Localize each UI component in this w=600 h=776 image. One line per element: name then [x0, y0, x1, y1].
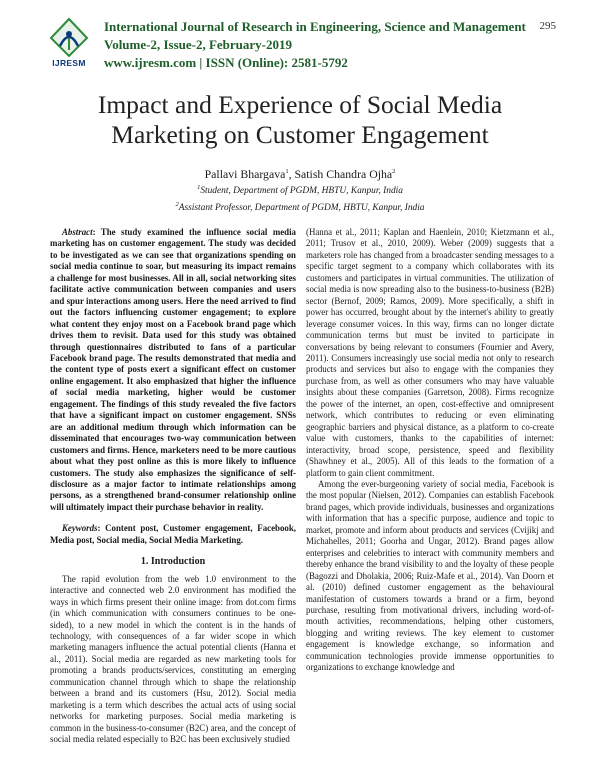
author-1-sup: 1 — [285, 168, 289, 175]
right-column — [306, 227, 554, 674]
paper-title — [0, 90, 600, 150]
affiliation-1 — [0, 181, 600, 198]
title-line-2: Marketing on Customer Engagement — [111, 120, 489, 149]
section-heading-introduction: 1. Introduction — [140, 556, 206, 568]
keywords — [50, 523, 296, 546]
author-names — [0, 165, 600, 181]
author-2: Satish Chandra Ojha — [294, 166, 393, 181]
author-1: Pallavi Bhargava — [204, 166, 286, 181]
left-column — [50, 227, 296, 745]
page-number: 295 — [539, 20, 556, 32]
abstract — [50, 227, 296, 513]
volume-issue: Volume-2, Issue-2, February-2019 — [104, 37, 293, 52]
right-paragraph-1: (Hanna et al., 2011; Kaplan and Haenlein, 2010; Kietzmann et al., 2011; Trusov et al., 2010, 2009). Weber (2009) suggests that a marketers role has changed from a broadcaster sending messages to a specific target segment to a company which collaborates with its customers and participates in virtual communities. The utilization of social media is now spreading also to the business-to-business (B2B) sector (Bernof, 2009; Ramos, 2009). More specifically, a shift in power has occurred, brought about by the internet's ability to greatly leverage consumer voices. In this way, firms can no longer dictate communication terms but must be invited to participate in conversations by being relevant to consumers (Fournier and Avery, 2011). Consumers increasingly use social media not only to research products and services but also to engage with the companies they purchase from, as well as other consumers who may have valuable insights about these companies (Garretson, 2008). Firms recognize the power of the internet, an open, cost-effective and omnipresent network, which contributes to reducing or even eliminating geographic barriers and physical distance, as a platform to co-create value with customers, thanks to the capabilities of internet: interactivity, broad scope, persistence, speed and flexibility (Shawhney et al., 2005). All of this leads to the formation of a platform to gain client commitment. — [306, 227, 554, 478]
intro-paragraph: The rapid evolution from the web 1.0 environment to the interactive and connected web 2.0 environment has modified the ways in which firms present their online image: from dot.com firms (in which communication with consumers continues to be one-sided), to a new model in which the content is in the hands of technology, with consequences of a far wider scope in which marketing managers influence the actual potential clients (Hanna et al., 2011). Social media are regarded as new marketing tools for promoting a brands products/services, constituting an emerging communication channel through which to shape the relationship between a brand and its customers (Hsu, 2012). Social media marketing is a term which describes the actual acts of using social networks for marketing purposes. Social media marketing is common in the business-to-consumer (B2C) area, and the concept of social media related especially to B2C has been exclusively studied — [50, 573, 296, 745]
website-issn: www.ijresm.com | ISSN (Online): 2581-5792 — [104, 55, 348, 70]
aff-1-text: Student, Department of PGDM, HBTU, Kanpur, India — [200, 186, 403, 197]
logo-text: IJRESM — [52, 58, 86, 68]
abstract-label: Abstract — [62, 227, 93, 237]
journal-logo — [40, 16, 98, 70]
journal-header — [40, 14, 570, 72]
title-line-1: Impact and Experience of Social Media — [97, 90, 503, 119]
aff-2-text: Assistant Professor, Department of PGDM, HBTU, Kanpur, India — [178, 203, 425, 214]
aff-2-sup: 2 — [175, 201, 179, 209]
keywords-label: Keywords — [62, 523, 98, 534]
affiliation-2 — [0, 198, 600, 215]
journal-name: International Journal of Research in Engineering, Science and Management — [104, 19, 526, 34]
ijresm-emblem-icon — [40, 16, 98, 60]
keywords-text: : Content post, Customer engagement, Facebook, Media post, Social media, Social Media Marketing. — [50, 523, 296, 545]
right-paragraph-2: Among the ever-burgeoning variety of social media, Facebook is the most popular (Nielsen, 2012). Companies can establish Facebook brand pages, which provide individuals, businesses and organizations with information that has a specific purpose, audience and topic to market, promote and inform about products and services (Cvijikj and Michahelles, 2011; Goorha and Ungar, 2012). Brand pages allow enterprises and celebrities to interact with community members and thereby enhance the brand visibility to and the loyalty of these people (Bagozzi and Dholakia, 2006; Ruiz-Mafe et al., 2014). Van Doorn et al. (2010) defined customer engagement as the behavioural manifestation of customers towards a brand or a firm, beyond purchase, resulting from motivational drivers, including word-of-mouth activities, recommendations, helping other customers, blogging and writing reviews. The key element to customer engagement is knowledge exchange, so information and communication technologies provide immense opportunities to organizations to exchange knowledge and — [306, 478, 554, 673]
author-block — [0, 165, 600, 215]
author-separator: , — [288, 166, 295, 181]
author-2-sup: 2 — [392, 168, 396, 175]
aff-1-sup: 1 — [197, 183, 201, 191]
abstract-text: : The study examined the influence social media marketing has on customer engagement. The study was decided to be investigated as we can see that organizations spending on social media continue to soar, but measuring its impact remains a challenge for most businesses. All in all, social networking sites facilitate active communication between companies and users and spur interactions among users. Here the need arrived to find out the factors influencing customer engagement; to explore what content they enjoy most on a Facebook brand page which drives them to revisit. Data used for this study was obtained through questionnaires distributed to fans of a particular Facebook brand page. The results demonstrated that media and the content type of posts exert a significant effect on customer online engagement. It also emphasized that higher the influence of social media marketing, higher would be customer engagement. The findings of this study revealed the five factors that have a significant impact on customer engagement. SNSs are an additional medium through which information can be disseminated that encourages two-way communication between customers and firms. Hence, marketers need to be more cautious about what they post online as this is more likely to influence customers. The study also emphasizes the significance of self-disclosure as a major factor to intimate relationships among persons, as a strengthened brand-consumer relationship online will ultimately impact their purchase behavior in reality. — [50, 227, 296, 512]
